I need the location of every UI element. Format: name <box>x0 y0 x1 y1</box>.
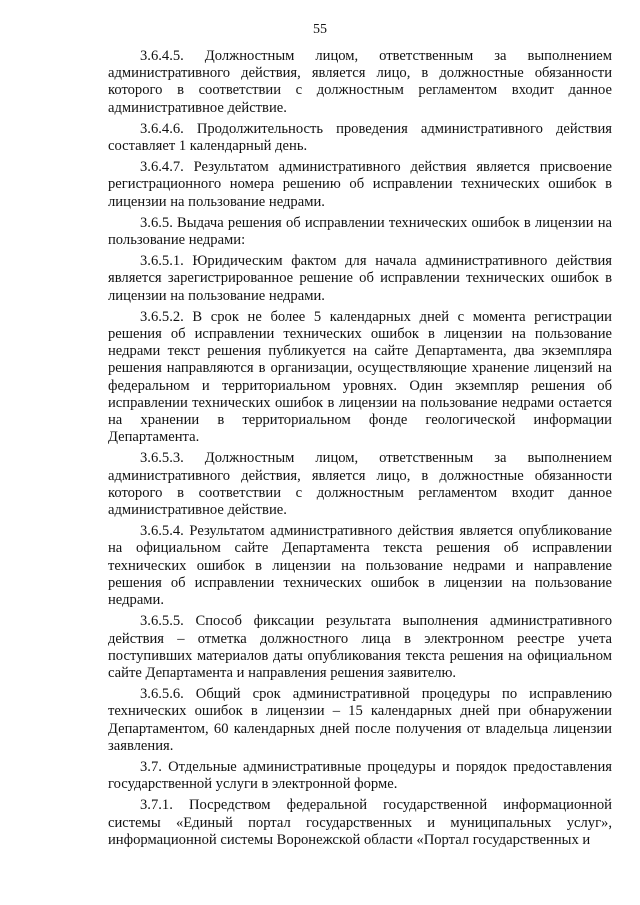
paragraph-3-6-4-7: 3.6.4.7. Результатом административного действия является присвоение регистрационного номера решению об исправлении технических ошибок в лицензии на пользование недрами. <box>108 159 612 210</box>
paragraph-3-6-5-3: 3.6.5.3. Должностным лицом, ответственным за выполнением административного действия, является лицо, в должностные обязанности которого в соответствии с должностным регламентом входит данное административное действие. <box>108 450 612 519</box>
paragraph-3-6-5-4: 3.6.5.4. Результатом административного действия является опубликование на официальном сайте Департамента текста решения об исправлении технических ошибок в лицензии на пользование недрами и направление решения об исправлении технических ошибок в лицензии на пользование недрами. <box>108 523 612 609</box>
page-number: 55 <box>313 22 327 37</box>
paragraph-3-6-5: 3.6.5. Выдача решения об исправлении технических ошибок в лицензии на пользование недрами: <box>108 214 612 249</box>
paragraph-3-6-4-5: 3.6.4.5. Должностным лицом, ответственным за выполнением административного действия, является лицо, в должностные обязанности которого в соответствии с должностным регламентом входит данное административное действие. <box>108 48 612 116</box>
paragraph-3-6-5-2: 3.6.5.2. В срок не более 5 календарных дней с момента регистрации решения об исправлении технических ошибок в лицензии на пользование недрами текст решения публикуется на сайте Департамента, два экземпляра решения направляются в организации, осуществляющие хранение лицензий на федеральном и территориальном уровнях. Один экземпляр решения об исправлении технических ошибок в лицензии на пользование недрами остается на хранении в территориальном фонде геологической информации Департамента. <box>108 308 612 446</box>
paragraph-3-7: 3.7. Отдельные административные процедуры и порядок предоставления государственной услуги в электронной форме. <box>108 758 612 793</box>
paragraph-3-6-5-5: 3.6.5.5. Способ фиксации результата выполнения административного действия – отметка должностного лица в электронном реестре учета поступивших материалов даты опубликования текста решения на официальном сайте Департамента и направления решения заявителю. <box>108 613 612 681</box>
paragraph-3-7-1: 3.7.1. Посредством федеральной государственной информационной системы «Единый портал государственных и муниципальных услуг», информационной системы Воронежской области «Портал государственных и <box>108 797 612 848</box>
paragraph-3-6-5-1: 3.6.5.1. Юридическим фактом для начала административного действия является зарегистрированное решение об исправлении технических ошибок в лицензии на пользование недрами. <box>108 253 612 304</box>
paragraph-3-6-4-6: 3.6.4.6. Продолжительность проведения административного действия составляет 1 календарный день. <box>108 120 612 155</box>
paragraph-3-6-5-6: 3.6.5.6. Общий срок административной процедуры по исправлению технических ошибок в лицензии – 15 календарных дней при обнаружении Департаментом, 60 календарных дней после получения от владельца лицензии заявления. <box>108 686 612 754</box>
document-body <box>108 48 612 853</box>
